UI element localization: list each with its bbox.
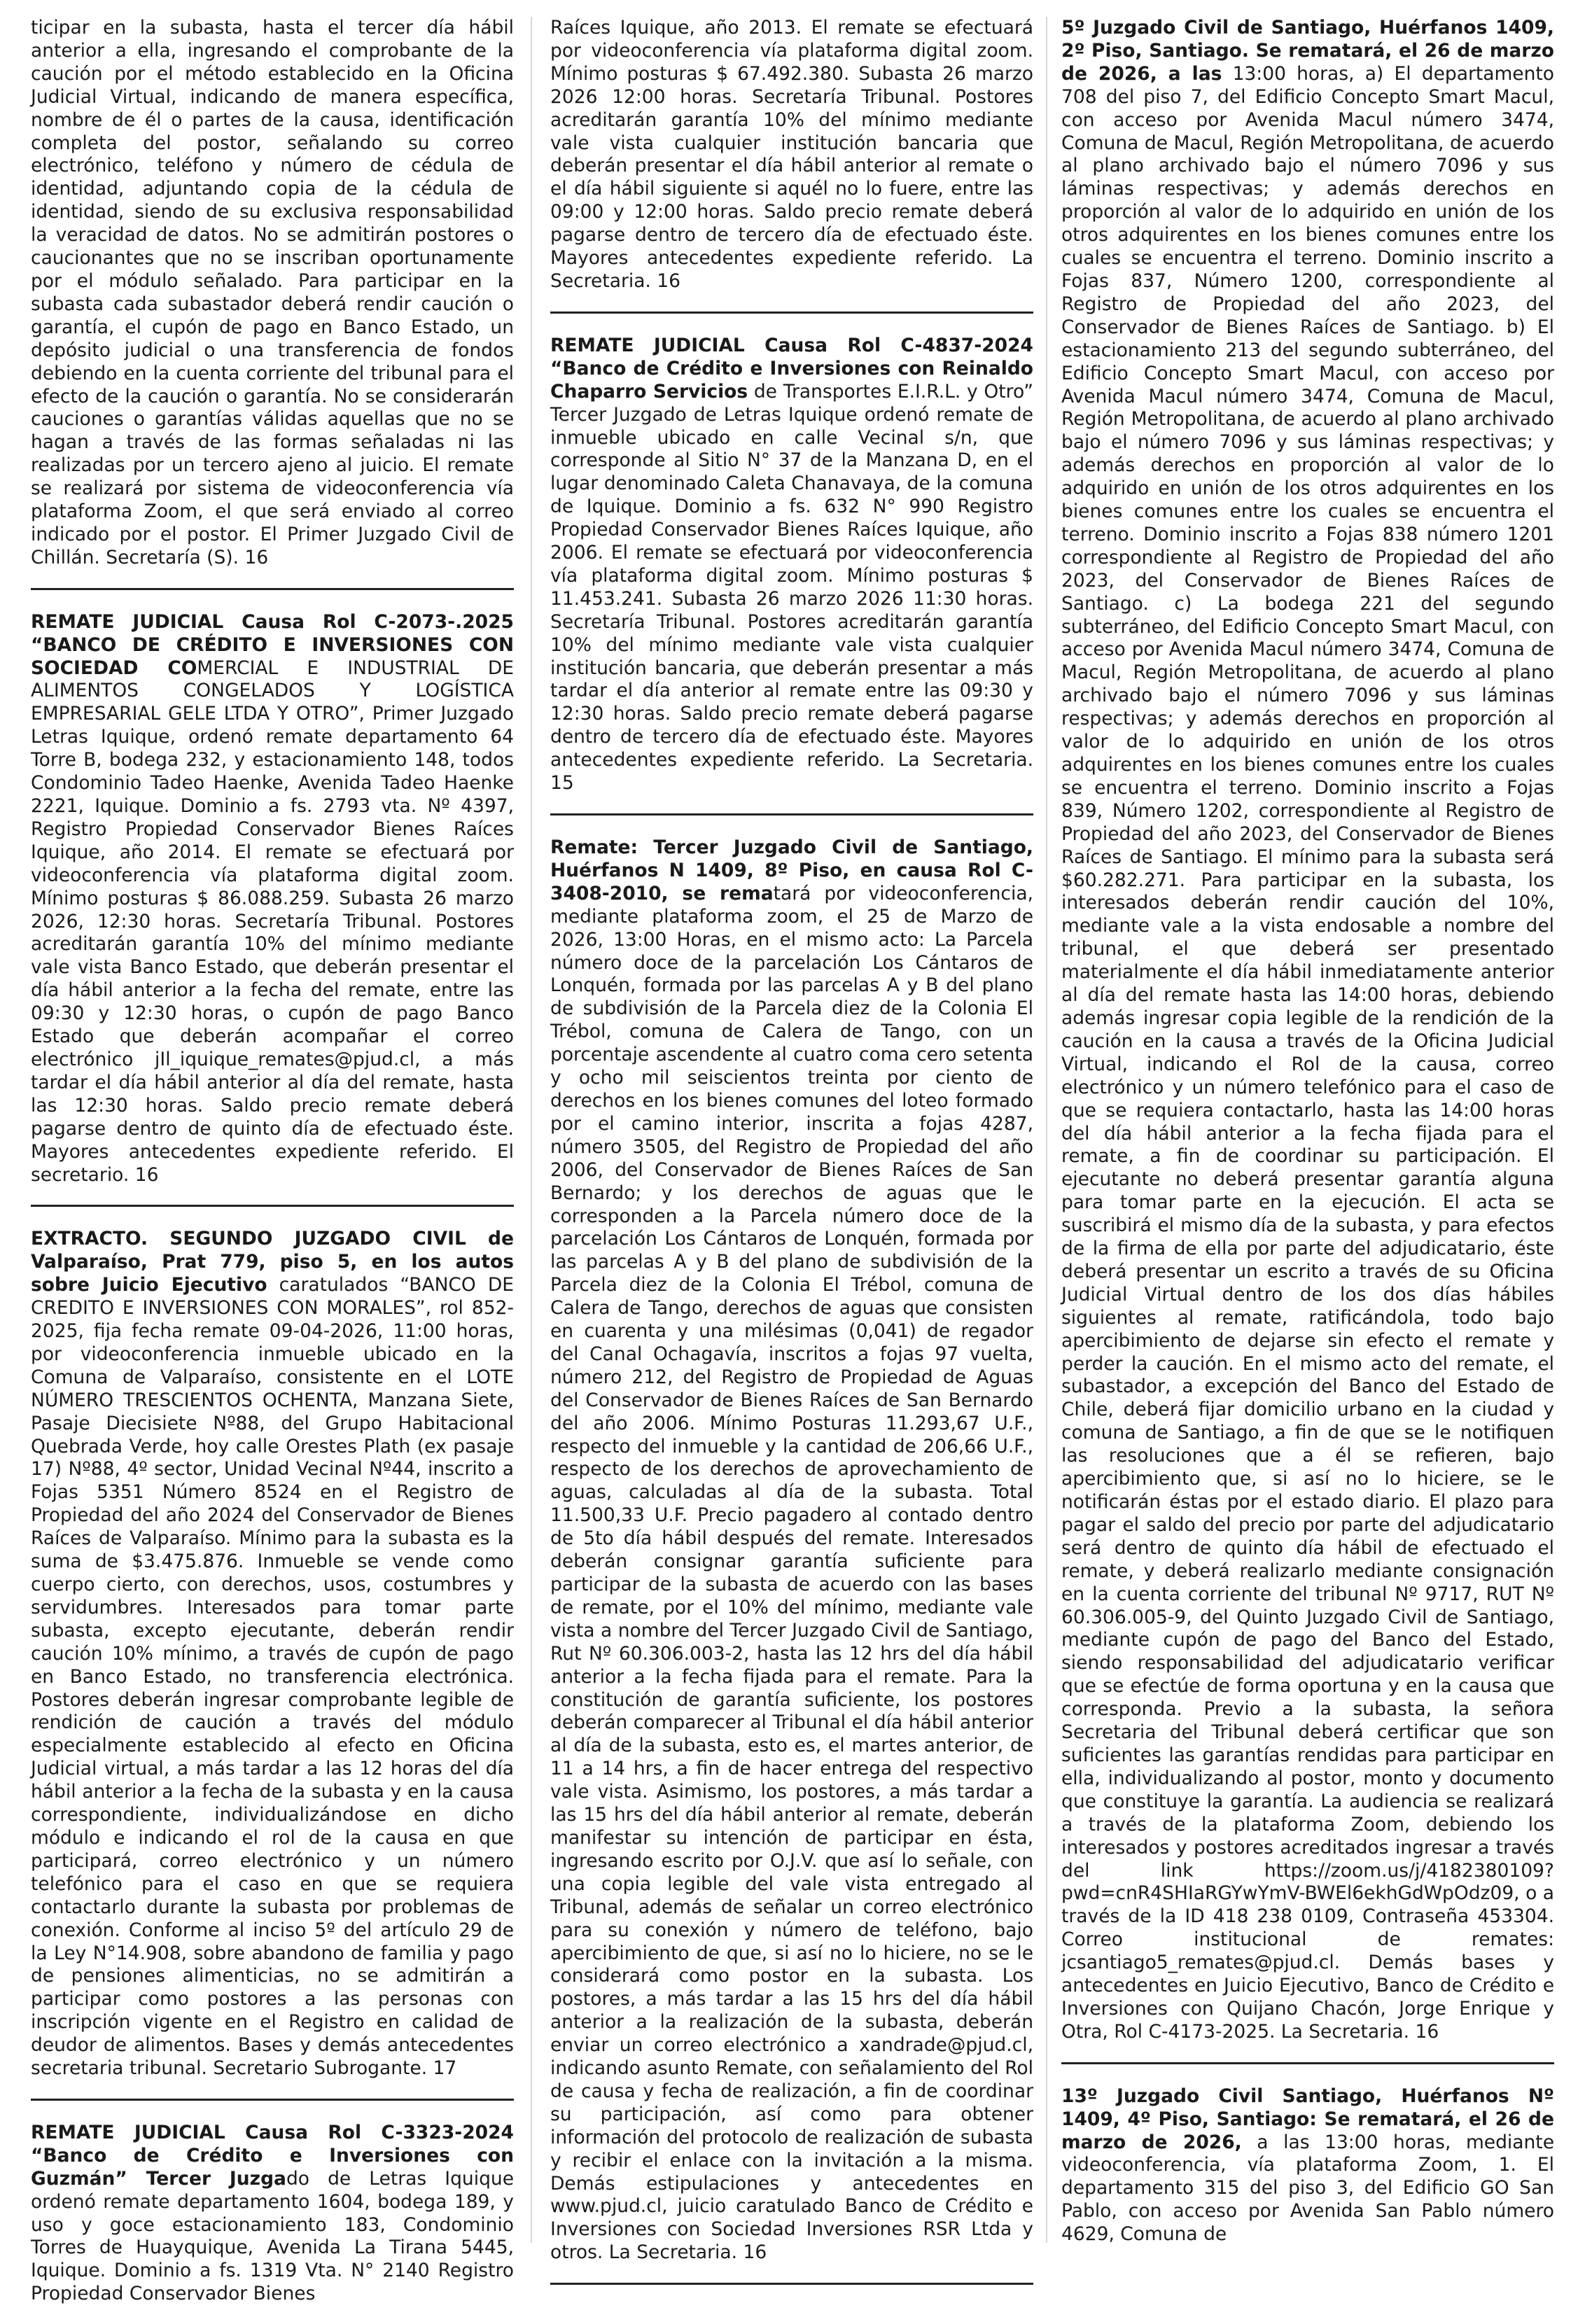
notice-heading: REMATE JUDICIAL Causa Rol C-4837-2024 “Banco de Crédito e Inversiones con Reinaldo Chaparro Servicios: [550, 334, 1033, 402]
column-2: [550, 17, 1033, 2264]
notice-body: 13:00 horas, a) El departamento 708 del piso 7, del Edificio Concepto Smart Macul, con acceso por Avenida Macul número 3474, Comuna de Macul, Región Metropolitana, de acuerdo al plano archivado bajo el número 7096 y sus láminas respectivas; y además derechos en proporción al valor de lo adquirido en unión de los otros adquirentes en los bienes comunes entre los cuales se encuentra el terreno. Dominio inscrito a Fojas 837, Número 1200, correspondiente al Registro de Propiedad del año 2023, del Conservador de Bienes Raíces de Santiago. b) El estacionamiento 213 del segundo subterráneo, del Edificio Concepto Smart Macul, con acceso por Avenida Macul número 3474, Comuna de Macul, Región Metropolitana, de acuerdo al plano archivado bajo el número 7096 y sus láminas respectivas; y además derechos en proporción al valor de lo adquirido en unión de los otros adquirentes en los bienes comunes entre los cuales se encuentra el terreno. Dominio inscrito a Fojas 838 número 1201 correspondiente al Registro de Propiedad del año 2023, del Conservador de Bienes Raíces de Santiago. c) La bodega 221 del segundo subterráneo, del Edificio Concepto Smart Macul, con acceso por Avenida Macul número 3474, Comuna de Macul, Región Metropolitana, de acuerdo al plano archivado bajo el número 7096 y sus láminas respectivas; y además derechos en proporción al valor de lo adquirido en unión de los otros adquirentes en los bienes comunes entre los cuales se encuentra el terreno. Dominio inscrito a Fojas 839, Número 1202, correspondiente al Registro de Propiedad del año 2023, del Conservador de Bienes Raíces de Santiago. El mínimo para la subasta será $60.282.271. Para participar en la subasta, los interesados deberán rendir caución del 10%, mediante vale a la vista endosable a nombre del tribunal, el que deberá ser presentado materialmente el día hábil inmediatamente anterior al día del remate hasta las 14:00 horas, debiendo además ingresar copia legible de la rendición de la caución en la causa a través de la Oficina Judicial Virtual, indicando el Rol de la causa, correo electrónico y un número telefónico para el caso de que se requiera contactarlo, hasta las 14:00 horas del día hábil anterior a la fecha fijada para el remate, a fin de coordinar su participación. El ejecutante no deberá presentar garantía alguna para tomar parte en la ejecución. El acta se suscribirá el mismo día de la subasta, y para efectos de la firma de ella por parte del adjudicatario, éste deberá presentar un escrito a través de su Oficina Judicial Virtual dentro de los dos días hábiles siguientes al remate, ratificándola, todo bajo apercibimiento de dejarse sin efecto el remate y perder la caución. En el mismo acto del remate, el subastador, a excepción del Banco del Estado de Chile, deberá fijar domicilio urbano en la ciudad y comuna de Santiago, a fin de que se le notifiquen las resoluciones que a él se refieren, bajo apercibimiento que, si así no lo hiciere, se le notificarán éstas por el estado diario. El plazo para pagar el saldo del precio por parte del adjudicatario será dentro de quinto día hábil de efectuado el remate, y deberá realizarlo mediante consignación en la cuenta corriente del tribunal Nº 9717, RUT Nº 60.306.005-9, del Quinto Juzgado Civil de Santiago, mediante cupón de pago del Banco del Estado, siendo responsabilidad del adjudicatario verificar que se efectúe de forma oportuna y en la causa que corresponda. Previo a la subasta, la señora Secretaria del Tribunal deberá certificar que son suficientes las garantías rendidas para participar en ella, individualizando al postor, monto y documento que constituye la garantía. La audiencia se realizará a través de la plataforma Zoom, debiendo los interesados y postores acreditados ingresar a través del link https://zoom.us/j/4182380109?pwd=cnR4SHIaRGYwYmV-BWEl6ekhGdWpOdz09, o a través de la ID 418 238 0109, Contraseña 453304. Correo institucional de remates: jcsantiago5_remates@pjud.cl. Demás bases y antecedentes en Juicio Ejecutivo, Banco de Crédito e Inversiones con Quijano Chacón, Jorge Enrique y Otra, Rol C-4173-2025. La Secretaria. 16: [1061, 62, 1554, 2043]
legal-notice: [550, 836, 1033, 2285]
notice-heading: REMATE JUDICIAL Causa Rol C-2073-.2025 “BANCO DE CRÉDITO E INVERSIONES CON SOCIEDAD CO: [31, 610, 514, 679]
notice-body: a las 13:00 horas, mediante videoconferencia, vía plataforma Zoom, 1. El departamento 315 del piso 3, del Edificio GO San Pablo, con acceso por Avenida San Pablo número 4629, Comuna de: [1061, 2131, 1554, 2246]
legal-notice: [1061, 2085, 1554, 2264]
legal-notice: [550, 17, 1033, 314]
column-divider: [1046, 17, 1047, 2243]
notice-body: do de Letras Iquique ordenó remate departamento 1604, bodega 189, y uso y goce estacionamiento 183, Condominio Torres de Huayquique, Avenida La Tirana 5445, Iquique. Dominio a fs. 1319 Vta. N° 2140 Registro Propiedad Conservador Bienes: [31, 2167, 515, 2305]
column-1: [31, 17, 515, 2305]
legal-notice: [31, 2122, 514, 2324]
notice-body: de Transportes E.I.R.L. y Otro” Tercer Juzgado de Letras Iquique ordenó remate de inmueble ubicado en calle Vecinal s/n, que corresponde al Sitio N° 37 de la Manzana D, en el lugar denominado Caleta Chanavaya, de la comuna de Iquique. Dominio a fs. 632 N° 990 Registro Propiedad Conservador Bienes Raíces Iquique, año 2006. El remate se efectuará por videoconferencia vía plataforma digital zoom. Mínimo posturas $ 11.453.241. Subasta 26 marzo 2026 11:30 horas. Secretaría Tribunal. Postores acreditarán garantía 10% del mínimo mediante vale vista cualquier institución bancaria, que deberán presentar a más tardar el día anterior al remate entre las 09:30 y 12:30 horas. Saldo precio remate deberá pagarse dentro de tercero día de efectuado éste. Mayores antecedentes expediente referido. La Secretaria. 15: [550, 380, 1033, 794]
legal-notice: [31, 1228, 514, 2101]
legal-notice: [31, 17, 514, 590]
notice-heading: Remate: Tercer Juzgado Civil de Santiago, Huérfanos N 1409, 8º Piso, en causa Rol C-3408-2010, se rema: [550, 836, 1033, 904]
notice-body: Raíces Iquique, año 2013. El remate se efectuará por videoconferencia vía plataforma digital zoom. Mínimo posturas $ 67.492.380. Subasta 26 marzo 2026 12:00 horas. Secretaría Tribunal. Postores acreditarán garantía 10% del mínimo mediante vale vista cualquier institución bancaria que deberán presentar el día hábil anterior al remate o el día hábil siguiente si aquél no lo fuere, entre las 09:00 y 12:00 horas. Saldo precio remate deberá pagarse dentro de tercero día de efectuado éste. Mayores antecedentes expediente referido. La Secretaria. 16: [550, 17, 1033, 292]
notice-body: tará por videoconferencia, mediante plataforma zoom, el 25 de Marzo de 2026, 13:00 Horas, en el mismo acto: La Parcela número doce de la parcelación Los Cántaros de Lonquén, formada por las parcelas A y B del plano de subdivisión de la Parcela diez de la Colonia El Trébol, comuna de Calera de Tango, con un porcentaje ascendente al cuatro coma cero setenta y ocho mil seiscientos treinta por ciento de derechos en los bienes comunes del loteo formado por el camino interior, inscrita a fojas 4287, número 3505, del Registro de Propiedad del año 2006, del Conservador de Bienes Raíces de San Bernardo; y los derechos de aguas que le corresponden a la Parcela número doce de la parcelación Los Cántaros de Lonquén, formada por las parcelas A y B del plano de subdivisión de la Parcela diez de la Colonia El Trébol, comuna de Calera de Tango, derechos de aguas que consisten en cuarenta y una milésimas (0,041) de regador del Canal Ochagavía, inscritos a fojas 97 vuelta, número 212, del Registro de Propiedad de Aguas del Conservador de Bienes Raíces de San Bernardo del año 2006. Mínimo Posturas 11.293,67 U.F., respecto del inmueble y la cantidad de 206,66 U.F., respecto de los derechos de aprovechamiento de aguas, calculadas al día de la subasta. Total 11.500,33 U.F. Precio pagadero al contado dentro de 5to día hábil después del remate. Interesados deberán consignar garantía suficiente para participar de la subasta de acuerdo con las bases de remate, por el 10% del mínimo, mediante vale vista a nombre del Tercer Juzgado Civil de Santiago, Rut Nº 60.306.003-2, hasta las 12 hrs del día hábil anterior a la fecha fijada para el remate. Para la constitución de garantía suficiente, los postores deberán comparecer al Tribunal el día hábil anterior al día de la subasta, esto es, el martes anterior, de 11 a 14 hrs, a fin de hacer entrega del respectivo vale vista. Asimismo, los postores, a más tardar a las 15 hrs del día hábil anterior al remate, deberán manifestar su intención de participar en ésta, ingresando escrito por O.J.V. que así lo señale, con una copia legible del vale vista entregado al Tribunal, además de señalar un correo electrónico para su conexión y número de teléfono, bajo apercibimiento de que, si así no lo hiciere, no se le considerará como postor en la subasta. Los postores, a más tardar a las 15 hrs del día hábil anterior a la realización de la subasta, deberán enviar un correo electrónico a xandrade@pjud.cl, indicando asunto Remate, con señalamiento del Rol de causa y fecha de realización, a fin de coordinar su participación, así como para obtener información del protocolo de realización de subasta y recibir el enlace con la invitación a la misma. Demás estipulaciones y antecedentes en www.pjud.cl, juicio caratulado Banco de Crédito e Inversiones con Sociedad Inversiones RSR Ltda y otros. La Secretaria. 16: [550, 882, 1033, 2264]
column-3: [1061, 17, 1554, 2246]
notice-body: MERCIAL E INDUSTRIAL DE ALIMENTOS CONGELADOS Y LOGÍSTICA EMPRESARIAL GELE LTDA Y OTRO”, Primer Juzgado Letras Iquique, ordenó remate departamento 64 Torre B, bodega 232, y estacionamiento 148, todos Condominio Tadeo Haenke, Avenida Tadeo Haenke 2221, Iquique. Dominio a fs. 2793 vta. Nº 4397, Registro Propiedad Conservador Bienes Raíces Iquique, año 2014. El remate se efectuará por videoconferencia vía plataforma digital zoom. Mínimo posturas $ 86.088.259. Subasta 26 marzo 2026, 12:30 horas. Secretaría Tribunal. Postores acreditarán garantía 10% del mínimo mediante vale vista Banco Estado, que deberán presentar el día hábil anterior a la fecha del remate, entre las 09:30 y 12:30 horas, o cupón de pago Banco Estado que deberán acompañar el correo electrónico jIl_iquique_remates@pjud.cl, a más tardar el día hábil anterior al día del remate, hasta las 12:30 horas. Saldo precio remate deberá pagarse dentro de quinto día de efectuado éste. Mayores antecedentes expediente referido. El secretario. 16: [31, 657, 514, 1186]
column-divider: [531, 17, 532, 2243]
legal-notice: [31, 611, 514, 1208]
legal-notice: [1061, 17, 1554, 2064]
notice-heading: 5º Juzgado Civil de Santiago, Huérfanos 1409, 2º Piso, Santiago. Se rematará, el 26 de marzo de 2026, a las: [1061, 17, 1554, 85]
notice-heading: REMATE JUDICIAL Causa Rol C-3323-2024 “Banco de Crédito e Inversiones con Guzmán” Tercer Juzga: [31, 2121, 514, 2190]
notice-body: ticipar en la subasta, hasta el tercer día hábil anterior a ella, ingresando el comprobante de la caución por el método establecido en la Oficina Judicial Virtual, indicando de manera específica, nombre de él o partes de la causa, identificación completa del postor, señalando su correo electrónico, teléfono y número de cédula de identidad, adjuntando copia de la cédula de identidad, siendo de su exclusiva responsabilidad la veracidad de datos. No se admitirán postores o caucionantes que no se inscriban oportunamente por el módulo señalado. Para participar en la subasta cada subastador deberá rendir caución o garantía, el cupón de pago en Banco Estado, un depósito judicial o una transferencia de fondos debiendo en la cuenta corriente del tribunal para el efecto de la caución o garantía. No se considerarán cauciones o garantías válidas aquellas que no se hagan a través de las formas señaladas ni las realizadas por un tercero ajeno al juicio. El remate se realizará por sistema de videoconferencia vía plataforma Zoom, el que será enviado al correo indicado por el postor. El Primer Juzgado Civil de Chillán. Secretaría (S). 16: [31, 17, 514, 568]
notice-heading: 13º Juzgado Civil Santiago, Huérfanos Nº 1409, 4º Piso, Santiago: Se rematará, el 26 de marzo de 2026,: [1061, 2085, 1554, 2153]
notice-heading: EXTRACTO. SEGUNDO JUZGADO CIVIL de Valparaíso, Prat 779, piso 5, en los autos sobre Juicio Ejecutivo: [31, 1228, 514, 1296]
legal-notice: [550, 335, 1033, 816]
notice-body: caratulados “BANCO DE CREDITO E INVERSIONES CON MORALES”, rol 852- 2025, fija fecha remate 09-04-2026, 11:00 horas, por videoconferencia inmueble ubicado en la Comuna de Valparaíso, consistente en el LOTE NÚMERO TRESCIENTOS OCHENTA, Manzana Siete, Pasaje Diecisiete Nº88, del Grupo Habitacional Quebrada Verde, hoy calle Orestes Plath (ex pasaje 17) Nº88, 4º sector, Unidad Vecinal Nº44, inscrito a Fojas 5351 Número 8524 en el Registro de Propiedad del año 2024 del Conservador de Bienes Raíces de Valparaíso. Mínimo para la subasta es la suma de $3.475.876. Inmueble se vende como cuerpo cierto, con derechos, usos, costumbres y servidumbres. Interesados para tomar parte subasta, excepto ejecutante, deberán rendir caución 10% mínimo, a través de cupón de pago en Banco Estado, no transferencia electrónica. Postores deberán ingresar comprobante legible de rendición de caución a través del módulo especialmente establecido al efecto en Oficina Judicial virtual, a más tardar a las 12 horas del día hábil anterior a la fecha de la subasta y en la causa correspondiente, individualizándose en dicho módulo e indicando el rol de la causa en que participará, correo electrónico y un número telefónico para el caso en que se requiera contactarlo durante la subasta por problemas de conexión. Conforme al inciso 5º del artículo 29 de la Ley N°14.908, sobre abandono de familia y pago de pensiones alimenticias, no se admitirán a participar como postores a las personas con inscripción vigente en el Registro en calidad de deudor de alimentos. Bases y demás antecedentes secretaria tribunal. Secretario Subrogante. 17: [31, 1274, 515, 2080]
